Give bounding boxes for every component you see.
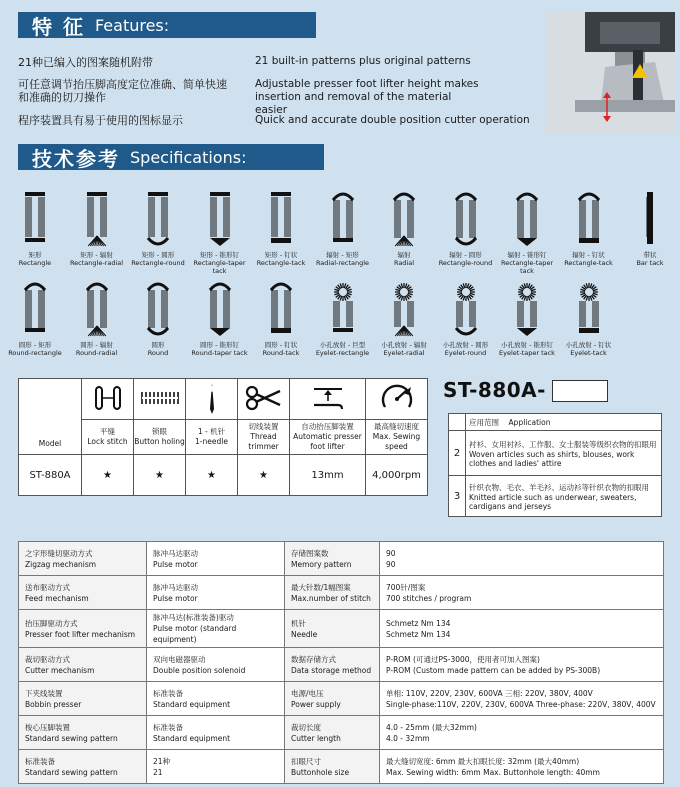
spec-key: 电源/电压 Power supply: [285, 682, 380, 716]
spec-key: 存储图案数 Memory pattern: [285, 542, 380, 576]
spec-value: 脉冲马达驱动 Pulse motor: [147, 542, 285, 576]
features-title-bar: [18, 12, 316, 38]
pattern-label-en: Round-taper tack: [191, 349, 248, 357]
button-holing-label: 锁眼 Button holing: [134, 420, 186, 455]
pattern-radial-rect: [312, 186, 374, 267]
pattern-rect: [4, 186, 66, 267]
pattern-label-cn: 矩形 - 钉状: [264, 251, 298, 259]
model-header: Model: [19, 379, 82, 455]
spec-value: 90 90: [380, 542, 664, 576]
feature-2-en: Adjustable presser foot lifter height makes insertion and removal of the material easier: [255, 78, 479, 116]
feature-3-en: Quick and accurate double position cutter operation: [255, 114, 530, 126]
application-header: 应用范围 Application: [466, 414, 662, 431]
model-suffix-box: [552, 380, 608, 402]
pattern-label-en: Rectangle: [18, 259, 52, 267]
pattern-eye-rect-icon: [312, 276, 374, 340]
pattern-label-en: Radial: [393, 259, 415, 267]
specs-title-cn: 技术参考: [32, 146, 120, 171]
pattern-round-radial-icon: [66, 276, 128, 340]
spec-row: [19, 682, 664, 716]
pattern-eye-rect: [312, 276, 374, 357]
pattern-label-en: Rectangle-tack: [564, 259, 613, 267]
pattern-rect-round: [127, 186, 189, 267]
spec-key: 之字形缝切驱动方式 Zigzag mechanism: [19, 542, 147, 576]
model-value: ST-880A: [19, 455, 82, 496]
pattern-label-cn: 小孔放射 - 巨型: [319, 341, 366, 349]
spec-row: [19, 576, 664, 610]
pattern-round-icon: [127, 276, 189, 340]
speed-gauge-icon: [366, 379, 428, 420]
pattern-label-en: Bar tack: [636, 259, 664, 267]
pattern-radial-rect-icon: [312, 186, 374, 250]
pattern-label-en: Rectangle-radial: [69, 259, 124, 267]
spec-key: 裁切驱动方式 Cutter mechanism: [19, 648, 147, 682]
pattern-label-cn: 带状: [643, 251, 657, 259]
pattern-eye-tack: [558, 276, 620, 357]
pattern-label-en: Eyelet-radial: [383, 349, 425, 357]
pattern-label-cn: 辐射: [397, 251, 411, 259]
spec-value: 700针/图案 700 stitches / program: [380, 576, 664, 610]
lockstitch-value: ★: [82, 455, 134, 496]
pattern-label-cn: 圆形 - 辐射: [80, 341, 113, 349]
button-holing-icon: [134, 379, 186, 420]
button-holing-value: ★: [134, 455, 186, 496]
pattern-radial-taper: [496, 186, 558, 275]
pattern-round-rect-icon: [4, 276, 66, 340]
feature-spec-table: [18, 378, 428, 496]
spec-key: 裁切长度 Cutter length: [285, 716, 380, 750]
pattern-label-en: Round-rectangle: [8, 349, 62, 357]
pattern-round: [127, 276, 189, 357]
pattern-eye-round-icon: [435, 276, 497, 340]
pattern-radial-icon: [373, 186, 435, 250]
specs-title-en: Specifications:: [130, 147, 247, 167]
pattern-radial-round: [435, 186, 497, 267]
spec-value: P-ROM (可通过PS-3000，使用者可加入图案) P-ROM (Custom made pattern can be added by PS-300B): [380, 648, 664, 682]
pattern-round-tack-icon: [250, 276, 312, 340]
pattern-label-cn: 小孔放射 - 圆形: [442, 341, 489, 349]
spec-value: 脉冲马达(标准装备)驱动 Pulse motor (standard equipment): [147, 610, 285, 648]
feature-2-cn: 可任意调节抬压脚高度定位准确、简单快速和准确的切刀操作: [18, 78, 227, 104]
feature-1-en: 21 built-in patterns plus original patterns: [255, 55, 471, 67]
pattern-eye-radial-icon: [373, 276, 435, 340]
spec-row: [19, 648, 664, 682]
pattern-radial-tack: [558, 186, 620, 267]
thread-trimmer-label: 切线装置 Thread trimmer: [238, 420, 290, 455]
pattern-rect-taper-icon: [189, 186, 251, 250]
pattern-label-en: Round-tack: [262, 349, 300, 357]
pattern-label-cn: 圆形 - 钉状: [264, 341, 298, 349]
spec-value: Schmetz Nm 134 Schmetz Nm 134: [380, 610, 664, 648]
pattern-label-cn: 辐射 - 矩形: [326, 251, 359, 259]
pattern-label-cn: 矩形 - 锥形钉: [200, 251, 239, 259]
features-title-cn: 特 征: [32, 14, 85, 39]
pattern-eye-tack-icon: [558, 276, 620, 340]
lockstitch-icon: [82, 379, 134, 420]
pattern-label-en: Eyelet-round: [444, 349, 487, 357]
spec-key: 下夹线装置 Bobbin presser: [19, 682, 147, 716]
pattern-eye-round: [435, 276, 497, 357]
pattern-label-cn: 小孔放射 - 锥形钉: [501, 341, 553, 349]
thread-trimmer-value: ★: [238, 455, 290, 496]
pattern-eye-taper: [496, 276, 558, 357]
application-row-2-number: 2: [449, 431, 466, 476]
pattern-label-cn: 辐射 - 锥形钉: [507, 251, 547, 259]
pattern-round-radial: [66, 276, 128, 357]
feature-1-cn: 21种已编入的图案随机附带: [18, 56, 153, 69]
pattern-label-en: Rectangle-tack: [256, 259, 306, 267]
pattern-rect-icon: [4, 186, 66, 250]
spec-value: 标准装备 Standard equipment: [147, 716, 285, 750]
spec-key: 送布驱动方式 Feed mechanism: [19, 576, 147, 610]
pattern-label-cn: 小孔放射 - 钉状: [565, 341, 612, 349]
max-speed-label: 最高缝切速度 Max. Sewing speed: [366, 420, 428, 455]
pattern-label-en: Rectangle-round: [438, 259, 493, 267]
spec-row: [19, 610, 664, 648]
spec-row: [19, 716, 664, 750]
spec-value: 最大缝切宽度: 6mm 最大扣眼长度: 32mm (最大40mm) Max. Sewing width: 6mm Max. Buttonhole length: 40mm: [380, 750, 664, 784]
application-row-3: 针织衣物、毛衣、羊毛衫、运动衫等针织衣物的扣眼用 Knitted article such as underwear, sweaters, cardigans and jerseys: [466, 476, 662, 517]
pattern-label-en: Rectangle-taper tack: [193, 259, 246, 275]
lockstitch-label: 平缝 Lock stitch: [82, 420, 134, 455]
spec-value: 21种 21: [147, 750, 285, 784]
pattern-round-rect: [4, 276, 66, 357]
pattern-rect-tack-icon: [250, 186, 312, 250]
spec-key: 标准装备 Standard sewing pattern: [19, 750, 147, 784]
foot-lifter-icon: [290, 379, 366, 420]
pattern-label-cn: 辐射 - 圆形: [449, 251, 482, 259]
pattern-round-taper-icon: [189, 276, 251, 340]
specs-title-bar: [18, 144, 324, 170]
pattern-label-cn: 圆形: [151, 341, 165, 349]
pattern-label-en: Round-radial: [75, 349, 118, 357]
feature-3-cn: 程序装置具有易于使用的图标显示: [18, 114, 183, 127]
pattern-label-cn: 辐射 - 钉状: [572, 251, 605, 259]
pattern-label-en: Rectangle-round: [131, 259, 185, 267]
pattern-rect-taper: [189, 186, 251, 275]
foot-lifter-value: 13mm: [290, 455, 366, 496]
pattern-label-cn: 矩形: [28, 251, 42, 259]
pattern-rect-tack: [250, 186, 312, 267]
needle-value: ★: [186, 455, 238, 496]
pattern-label-cn: 矩形 - 辐射: [80, 251, 113, 259]
machine-photo: [545, 12, 675, 134]
pattern-label-en: Radial-rectangle: [315, 259, 370, 267]
application-row-2: 衬衫、女用衬衫、工作服、女士服装等级织衣物的扣眼用 Woven articles such as shirts, blouses, work clothes and ladies' attire: [466, 431, 662, 476]
pattern-rect-radial-icon: [66, 186, 128, 250]
pattern-round-tack: [250, 276, 312, 357]
pattern-label-cn: 圆形 - 矩形: [18, 341, 52, 349]
scissors-icon: [238, 379, 290, 420]
spec-value: 4.0 - 25mm (最大32mm) 4.0 - 32mm: [380, 716, 664, 750]
spec-value: 脉冲马达驱动 Pulse motor: [147, 576, 285, 610]
spec-value: 单相: 110V, 220V, 230V, 600VA 三相: 220V, 380V, 400V Single-phase:110V, 220V, 230V, 600VA Three-phase: 220V, 380V, 400V: [380, 682, 664, 716]
pattern-eye-radial: [373, 276, 435, 357]
spec-key: 最大针数/1幅图案 Max.number of stitch: [285, 576, 380, 610]
machine-spec-table: [18, 541, 664, 784]
spec-key: 抬压脚驱动方式 Presser foot lifter mechanism: [19, 610, 147, 648]
spec-key: 扣眼尺寸 Buttonhole size: [285, 750, 380, 784]
pattern-label-en: Eyelet-rectangle: [315, 349, 370, 357]
pattern-label-cn: 矩形 - 圆形: [141, 251, 175, 259]
spec-key: 梭心压脚装置 Standard sewing pattern: [19, 716, 147, 750]
pattern-bar-icon: [619, 186, 680, 250]
spec-value: 标准装备 Standard equipment: [147, 682, 285, 716]
max-speed-value: 4,000rpm: [366, 455, 428, 496]
pattern-label-en: Rectangle-taper tack: [500, 259, 554, 275]
spec-value: 双向电磁器驱动 Double position solenoid: [147, 648, 285, 682]
pattern-radial-taper-icon: [496, 186, 558, 250]
pattern-label-en: Eyelet-tack: [570, 349, 607, 357]
model-title: ST-880A-: [443, 378, 546, 402]
pattern-eye-taper-icon: [496, 276, 558, 340]
spec-key: 数据存储方式 Data storage method: [285, 648, 380, 682]
spec-key: 机针 Needle: [285, 610, 380, 648]
pattern-round-taper: [189, 276, 251, 357]
needle-label: 1 - 机针 1-needle: [186, 420, 238, 455]
application-table: [448, 413, 662, 517]
pattern-label-en: Eyelet-taper tack: [499, 349, 555, 357]
features-title-en: Features:: [94, 15, 170, 35]
spec-row: [19, 750, 664, 784]
pattern-label-cn: 圆形 - 锥形钉: [200, 341, 239, 349]
foot-lifter-label: 自动抬压脚装置 Automatic presser foot lifter: [290, 420, 366, 455]
spec-row: [19, 542, 664, 576]
application-row-3-number: 3: [449, 476, 466, 517]
pattern-rect-radial: [66, 186, 128, 267]
needle-icon: [186, 379, 238, 420]
pattern-radial-round-icon: [435, 186, 497, 250]
pattern-bar: [619, 186, 680, 267]
pattern-radial-tack-icon: [558, 186, 620, 250]
pattern-label-en: Round: [147, 349, 169, 357]
pattern-label-cn: 小孔放射 - 辐射: [381, 341, 427, 349]
pattern-rect-round-icon: [127, 186, 189, 250]
pattern-radial: [373, 186, 435, 267]
